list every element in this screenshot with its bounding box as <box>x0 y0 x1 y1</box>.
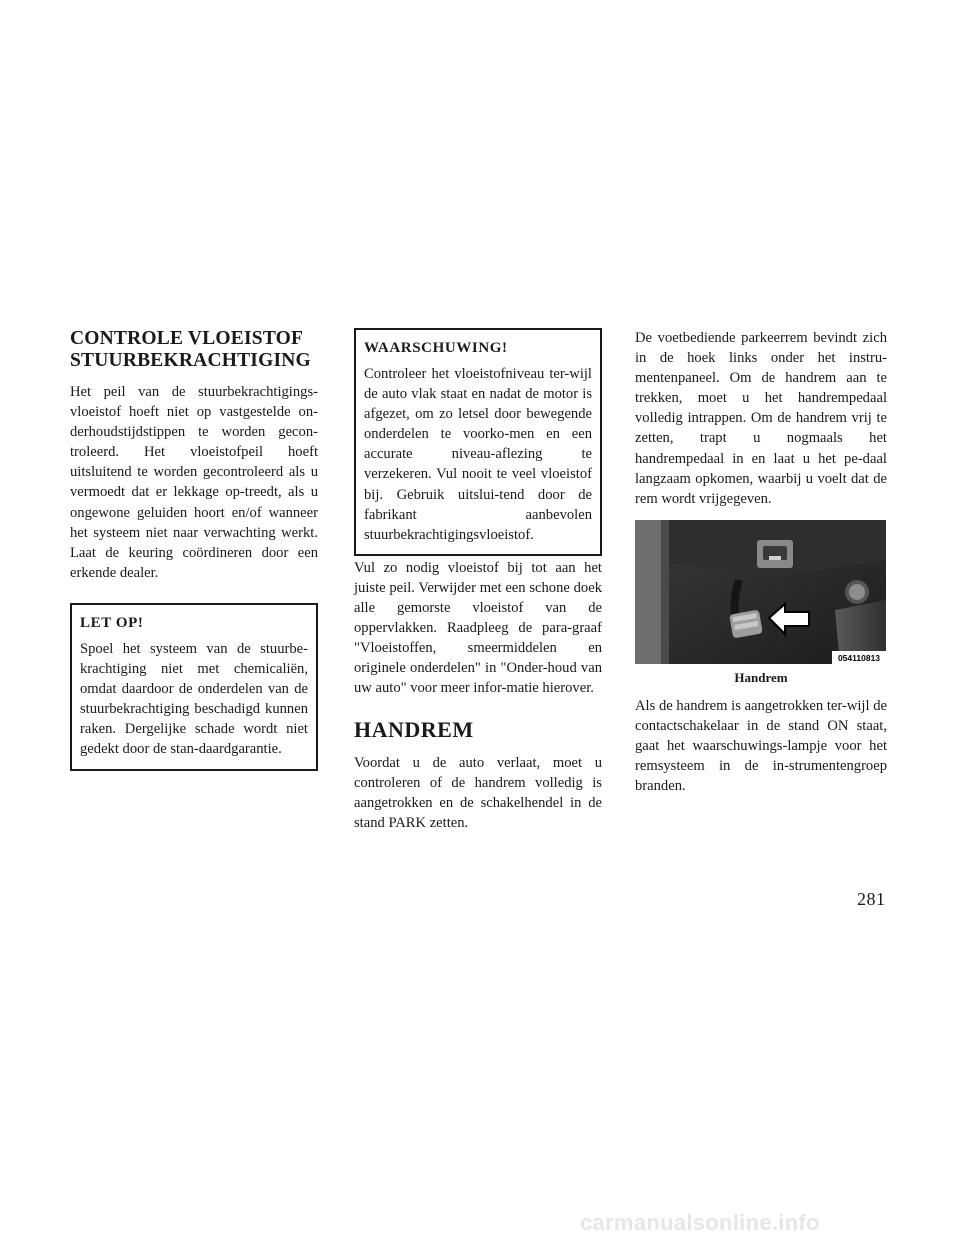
figure-code: 054110813 <box>837 652 881 663</box>
watermark: carmanualsonline.info <box>580 1210 820 1235</box>
refill-paragraph: Vul zo nodig vloeistof bij tot aan het juiste peil. Verwijder met een schone doek alle gemorste vloeistof van de oppervlakken. Raadpleeg de para-graaf "Vloeistoffen, smeermiddelen en originele onderdelen" in "Onder-houd van uw auto" voor meer infor-matie hierover. <box>354 559 602 697</box>
handrem-intro-paragraph: Voordat u de auto verlaat, moet u controleren of de handrem volledig is aangetrokken en de schakelhendel in de stand PARK zetten. <box>354 754 602 831</box>
warning-text: Controleer het vloeistofniveau ter-wijl de auto vlak staat en nadat de motor is afgezet, om zo letsel door bewegende onderdelen te voorko-men en een accurate niveau-aflezing te verzekeren. Vul nooit te veel vloeistof bij. Gebruik uitslui-tend door de fabrikant aanbevolen stuurbekrachtigingsvloeistof. <box>364 366 592 543</box>
power-steering-paragraph: Het peil van de stuurbekrachtigings-vloeistof hoeft niet op vastgestelde on-derhoudstijdstippen te worden gecon-troleerd. Het vloeistofpeil hoeft uitsluitend te worden gecontroleerd als u vermoedt dat er lekkage op-treedt, als u ongewone geluiden hoort en/of wanneer het systeem niet naar verwachting werkt. Laat de keuring coördineren door een erkende dealer. <box>70 384 318 581</box>
section-heading-handrem: HANDREM <box>354 716 474 742</box>
caution-box <box>70 603 318 771</box>
warning-lamp-paragraph: Als de handrem is aangetrokken ter-wijl de contactschakelaar in de stand ON staat, gaat het waarschuwings-lampje voor het remsysteem in de in-strumentengroep branden. <box>635 697 887 795</box>
section-heading-power-steering <box>70 328 318 372</box>
column-middle <box>354 328 602 833</box>
handrem-figure <box>635 520 886 664</box>
page-number: 281 <box>857 889 886 909</box>
warning-box <box>354 328 602 556</box>
caution-text: Spoel het systeem van de stuurbe-krachtiging niet met chemicaliën, omdat daardoor de onderdelen van de stuurbekrachtiging beschadigd kunnen raken. Dergelijke schade wordt niet gedekt door de stan-daardgarantie. <box>80 640 308 758</box>
warning-title: WAARSCHUWING! <box>364 340 508 356</box>
figure-caption: Handrem <box>734 669 788 685</box>
column-right <box>635 328 887 796</box>
caution-title: LET OP! <box>80 614 144 631</box>
parking-brake-paragraph: De voetbediende parkeerrem bevindt zich in de hoek links onder het instru-mentenpaneel. Om de handrem aan te trekken, moet u het handrempedaal volledig intrappen. Om de handrem vrij te zetten, trapt u nogmaals het handrempedaal in en laat u het pe-daal langzaam opkomen, waarbij u voelt dat de rem wordt vrijgegeven. <box>635 330 887 507</box>
column-left <box>70 328 318 771</box>
handrem-illustration <box>635 520 886 664</box>
heading-line-1: CONTROLE VLOEISTOF <box>70 328 304 349</box>
heading-line-2: STUURBEKRACHTIGING <box>70 350 311 371</box>
